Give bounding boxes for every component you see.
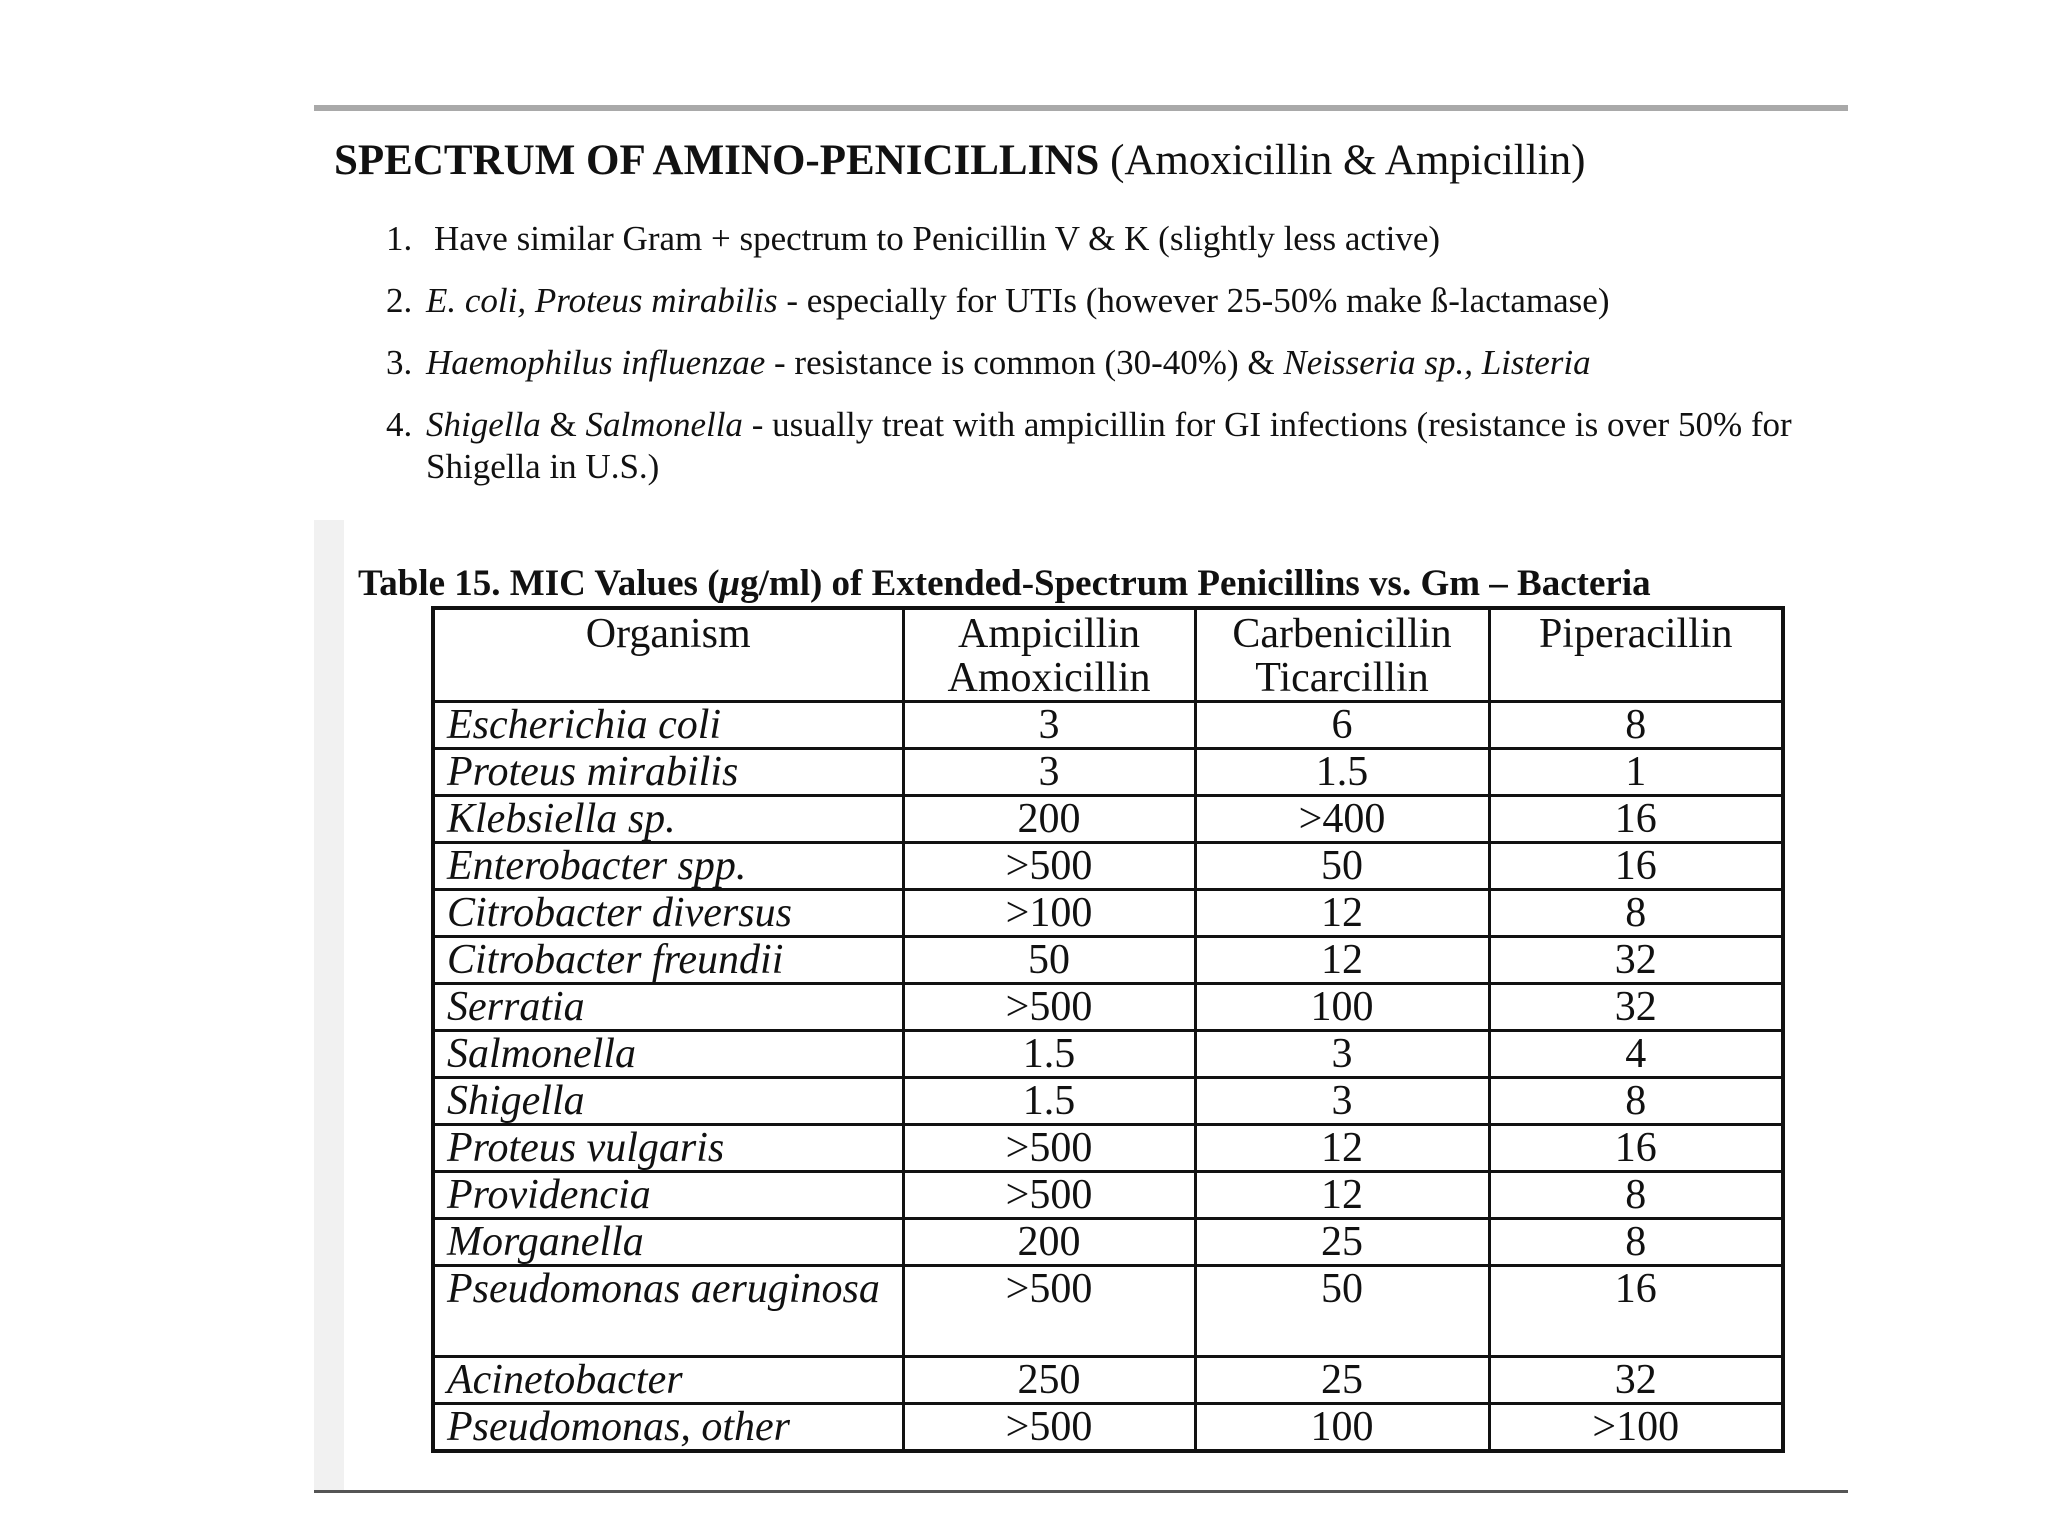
list-text-italic: Shigella [426, 405, 541, 444]
left-margin-shade [314, 520, 344, 1490]
value-cell: 12 [1195, 1125, 1489, 1172]
value-cell: 100 [1195, 984, 1489, 1031]
header-line: Piperacillin [1538, 611, 1733, 657]
header-line: Ampicillin [958, 611, 1140, 657]
page-heading [334, 136, 1585, 185]
value-cell: 32 [1489, 937, 1783, 984]
value-cell: 16 [1489, 796, 1783, 843]
value-cell: >100 [903, 890, 1195, 937]
organism-cell: Salmonella [433, 1031, 903, 1078]
list-number: 2. [386, 281, 413, 320]
table-row [433, 1078, 1783, 1125]
table-row [433, 1266, 1783, 1357]
heading-subtitle: (Amoxicillin & Ampicillin) [1099, 137, 1586, 184]
organism-cell: Escherichia coli [433, 702, 903, 749]
value-cell: 1.5 [1195, 749, 1489, 796]
value-cell: 100 [1195, 1404, 1489, 1452]
caption-mu: μ [719, 563, 741, 604]
column-header-organism [433, 608, 903, 702]
table-row [433, 890, 1783, 937]
table-row [433, 843, 1783, 890]
table-row [433, 796, 1783, 843]
value-cell: 8 [1489, 1172, 1783, 1219]
value-cell: >500 [903, 984, 1195, 1031]
value-cell: 200 [903, 1219, 1195, 1266]
top-rule [314, 105, 1848, 111]
table-row [433, 1219, 1783, 1266]
caption-text: Table 15. MIC Values ( [358, 563, 720, 604]
value-cell: 32 [1489, 1357, 1783, 1404]
list-item [386, 342, 1826, 384]
table-row [433, 1031, 1783, 1078]
value-cell: 200 [903, 796, 1195, 843]
value-cell: 50 [1195, 843, 1489, 890]
mic-table [431, 606, 1785, 1453]
header-line: Carbenicillin [1232, 611, 1452, 657]
value-cell: >400 [1195, 796, 1489, 843]
list-number: 4. [386, 405, 413, 444]
table-row [433, 1404, 1783, 1452]
organism-cell: Citrobacter freundii [433, 937, 903, 984]
table-row [433, 1172, 1783, 1219]
value-cell: >500 [903, 1172, 1195, 1219]
value-cell: 8 [1489, 1078, 1783, 1125]
value-cell: 12 [1195, 937, 1489, 984]
value-cell: 3 [903, 749, 1195, 796]
list-item [386, 218, 1826, 260]
list-number: 3. [386, 343, 413, 382]
value-cell: 1 [1489, 749, 1783, 796]
spectrum-list [386, 218, 1826, 508]
value-cell: 12 [1195, 890, 1489, 937]
value-cell: 250 [903, 1357, 1195, 1404]
organism-cell: Providencia [433, 1172, 903, 1219]
table-row [433, 1125, 1783, 1172]
value-cell: 6 [1195, 702, 1489, 749]
column-header-carbenicillin [1195, 608, 1489, 702]
value-cell: 32 [1489, 984, 1783, 1031]
organism-cell: Pseudomonas, other [433, 1404, 903, 1452]
bottom-rule [314, 1490, 1848, 1493]
organism-cell: Proteus vulgaris [433, 1125, 903, 1172]
table-row [433, 702, 1783, 749]
list-text-italic: Neisseria sp., Listeria [1283, 343, 1591, 382]
organism-cell: Citrobacter diversus [433, 890, 903, 937]
column-header-ampicillin [903, 608, 1195, 702]
value-cell: 25 [1195, 1357, 1489, 1404]
organism-cell: Shigella [433, 1078, 903, 1125]
header-line: Amoxicillin [947, 655, 1151, 701]
organism-cell: Morganella [433, 1219, 903, 1266]
organism-cell: Proteus mirabilis [433, 749, 903, 796]
value-cell: 4 [1489, 1031, 1783, 1078]
header-line: Organism [585, 611, 751, 657]
list-text-plain: Have similar Gram + spectrum to Penicillin V & K (slightly less active) [434, 219, 1441, 258]
value-cell: >500 [903, 1125, 1195, 1172]
column-header-piperacillin [1489, 608, 1783, 702]
list-text [426, 404, 1826, 488]
value-cell: 12 [1195, 1172, 1489, 1219]
value-cell: 1.5 [903, 1031, 1195, 1078]
list-text [426, 280, 1826, 322]
list-text-plain: - resistance is common (30-40%) & [765, 343, 1284, 382]
table-row [433, 937, 1783, 984]
table-row [433, 984, 1783, 1031]
organism-cell: Enterobacter spp. [433, 843, 903, 890]
header-line: Ticarcillin [1255, 655, 1429, 701]
value-cell: 50 [1195, 1266, 1489, 1357]
table-caption [358, 562, 1651, 605]
table-header-row [433, 608, 1783, 702]
table-row [433, 1357, 1783, 1404]
value-cell: 8 [1489, 1219, 1783, 1266]
value-cell: 8 [1489, 890, 1783, 937]
value-cell: 25 [1195, 1219, 1489, 1266]
list-text-plain: - especially for UTIs (however 25-50% make ß-lactamase) [777, 281, 1610, 320]
organism-cell: Serratia [433, 984, 903, 1031]
value-cell: >500 [903, 1404, 1195, 1452]
list-item [386, 404, 1826, 488]
caption-text: g/ml) of Extended-Spectrum Penicillins vs. Gm – Bacteria [740, 563, 1651, 604]
organism-cell: Acinetobacter [433, 1357, 903, 1404]
value-cell: 50 [903, 937, 1195, 984]
list-text-italic: Salmonella [585, 405, 743, 444]
list-text-italic: E. coli, Proteus mirabilis [426, 281, 778, 320]
organism-cell: Pseudomonas aeruginosa [433, 1266, 903, 1357]
list-text-plain: & [540, 405, 586, 444]
value-cell: 16 [1489, 1125, 1783, 1172]
list-text-italic: Haemophilus influenzae [426, 343, 766, 382]
value-cell: 3 [1195, 1031, 1489, 1078]
list-number: 1. [386, 219, 413, 258]
value-cell: 3 [903, 702, 1195, 749]
list-text [426, 342, 1826, 384]
value-cell: 8 [1489, 702, 1783, 749]
value-cell: >500 [903, 843, 1195, 890]
value-cell: 1.5 [903, 1078, 1195, 1125]
value-cell: 16 [1489, 1266, 1783, 1357]
list-item [386, 280, 1826, 322]
value-cell: >100 [1489, 1404, 1783, 1452]
value-cell: 16 [1489, 843, 1783, 890]
organism-cell: Klebsiella sp. [433, 796, 903, 843]
value-cell: >500 [903, 1266, 1195, 1357]
value-cell: 3 [1195, 1078, 1489, 1125]
heading-bold: SPECTRUM OF AMINO-PENICILLINS [334, 137, 1100, 184]
list-text-plain: - usually treat with ampicillin for GI infections (resistance is over 50% for Shigella in U.S.) [426, 405, 1792, 486]
table-row [433, 749, 1783, 796]
list-text [434, 218, 1826, 260]
